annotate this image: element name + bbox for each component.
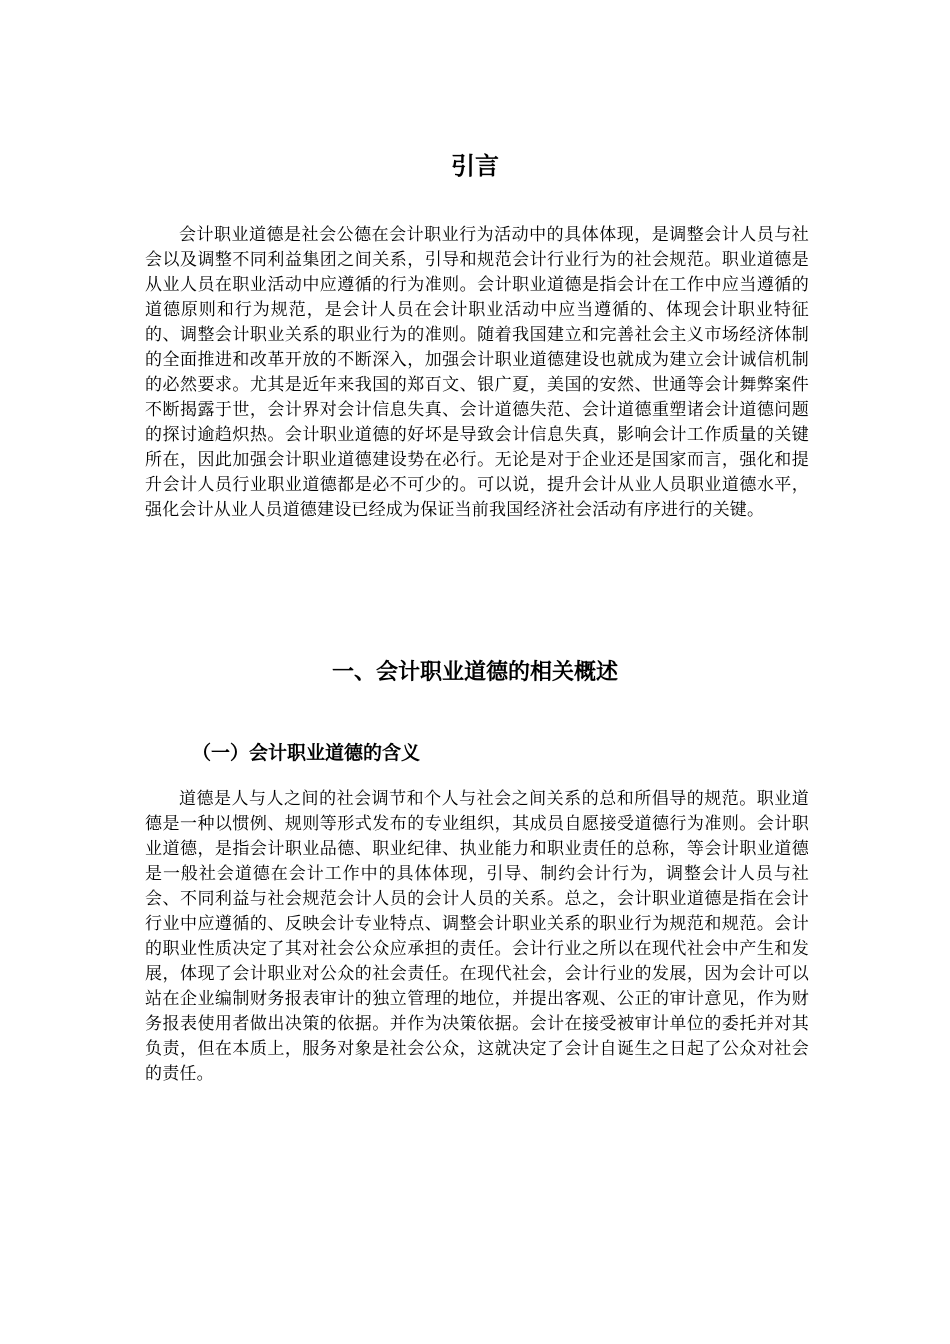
section-heading: 一、会计职业道德的相关概述 bbox=[331, 660, 618, 685]
definition-paragraph: 道德是人与人之间的社会调节和个人与社会之间关系的总和所倡导的规范。职业道德是一种以惯例、规则等形式发布的专业组织，其成员自愿接受道德行为准则。会计职业道德，是指会计职业品德、职业纪律、执业能力和职业责任的总称，等会计职业道德是一般社会道德在会计工作中的具体体现，引导、制约会计行为，调整会计人员与社会、不同利益与社会规范会计人员的会计人员的关系。总之，会计职业道德是指在会计行业中应遵循的、反映会计专业特点、调整会计职业关系的职业行为规范和规范。会计的职业性质决定了其对社会公众应承担的责任。会计行业之所以在现代社会中产生和发展，体现了会计职业对公众的社会责任。在现代社会，会计行业的发展，因为会计可以站在企业编制财务报表审计的独立管理的地位，并提出客观、公正的审计意见，作为财务报表使用者做出决策的依据。并作为决策依据。会计在接受被审计单位的委托并对其负责，但在本质上，服务对象是社会公众，这就决定了会计自诞生之日起了公众对社会的责任。 bbox=[145, 789, 809, 1084]
document-title: 引言 bbox=[451, 152, 499, 180]
intro-paragraph: 会计职业道德是社会公德在会计职业行为活动中的具体体现，是调整会计人员与社会以及调整不同利益集团之间关系，引导和规范会计行业行为的社会规范。职业道德是从业人员在职业活动中应遵循的行为准则。会计职业道德是指会计在工作中应当遵循的道德原则和行为规范，是会计人员在会计职业活动中应当遵循的、体现会计职业特征的、调整会计职业关系的职业行为的准则。随着我国建立和完善社会主义市场经济体制的全面推进和改革开放的不断深入，加强会计职业道德建设也就成为建立会计诚信机制的必然要求。尤其是近年来我国的郑百文、银广夏，美国的安然、世通等会计舞弊案件不断揭露于世，会计界对会计信息失真、会计道德失范、会计道德重塑诸会计道德问题的探讨逾趋炽热。会计职业道德的好坏是导致会计信息失真，影响会计工作质量的关键所在，因此加强会计职业道德建设势在必行。无论是对于企业还是国家而言，强化和提升会计人员行业职业道德都是必不可少的。可以说，提升会计从业人员职业道德水平，强化会计从业人员道德建设已经成为保证当前我国经济社会活动有序进行的关键。 bbox=[145, 225, 809, 520]
subsection-heading: （一）会计职业道德的含义 bbox=[192, 742, 421, 764]
